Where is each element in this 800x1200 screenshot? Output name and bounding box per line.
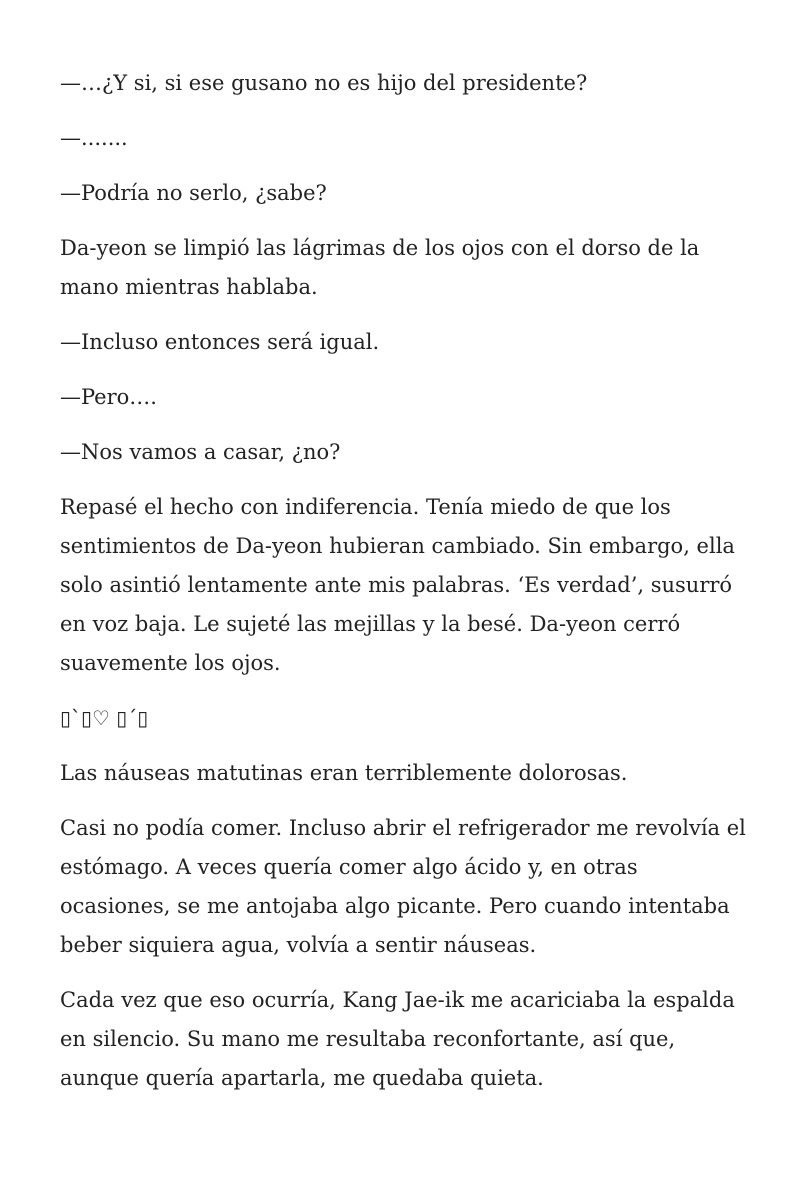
- dialogue-line: —.......: [60, 126, 128, 150]
- narration-paragraph: Casi no podía comer. Incluso abrir el refrigerador me revolvía el estómago. A veces quería comer algo ácido y, en otras ocasiones, se me antojaba algo picante. Pero cuando intentaba beber siquiera agua, volvía a sentir náuseas.: [60, 816, 746, 957]
- narration-paragraph: Cada vez que eso ocurría, Kang Jae-ik me acariciaba la espalda en silencio. Su mano me resultaba reconfortante, así que, aunque quería apartarla, me quedaba quieta.: [60, 988, 735, 1090]
- dialogue-line: —Podría no serlo, ¿sabe?: [60, 181, 327, 205]
- dialogue-line: —Nos vamos a casar, ¿no?: [60, 440, 341, 464]
- dialogue-line: —Pero….: [60, 385, 157, 409]
- dialogue-line: —Incluso entonces será igual.: [60, 330, 380, 354]
- scene-break-divider: ▯`▯♡ ▯´▯: [60, 706, 149, 730]
- narration-paragraph: Da-yeon se limpió las lágrimas de los ojos con el dorso de la mano mientras hablaba.: [60, 236, 700, 299]
- dialogue-line: —…¿Y si, si ese gusano no es hijo del presidente?: [60, 71, 588, 95]
- reader-page: [60, 64, 750, 1114]
- narration-paragraph: Las náuseas matutinas eran terriblemente dolorosas.: [60, 761, 628, 785]
- narration-paragraph: Repasé el hecho con indiferencia. Tenía miedo de que los sentimientos de Da-yeon hubieran cambiado. Sin embargo, ella solo asintió lentamente ante mis palabras. ‘Es verdad’, susurró en voz baja. Le sujeté las mejillas y la besé. Da-yeon cerró suavemente los ojos.: [60, 495, 735, 675]
